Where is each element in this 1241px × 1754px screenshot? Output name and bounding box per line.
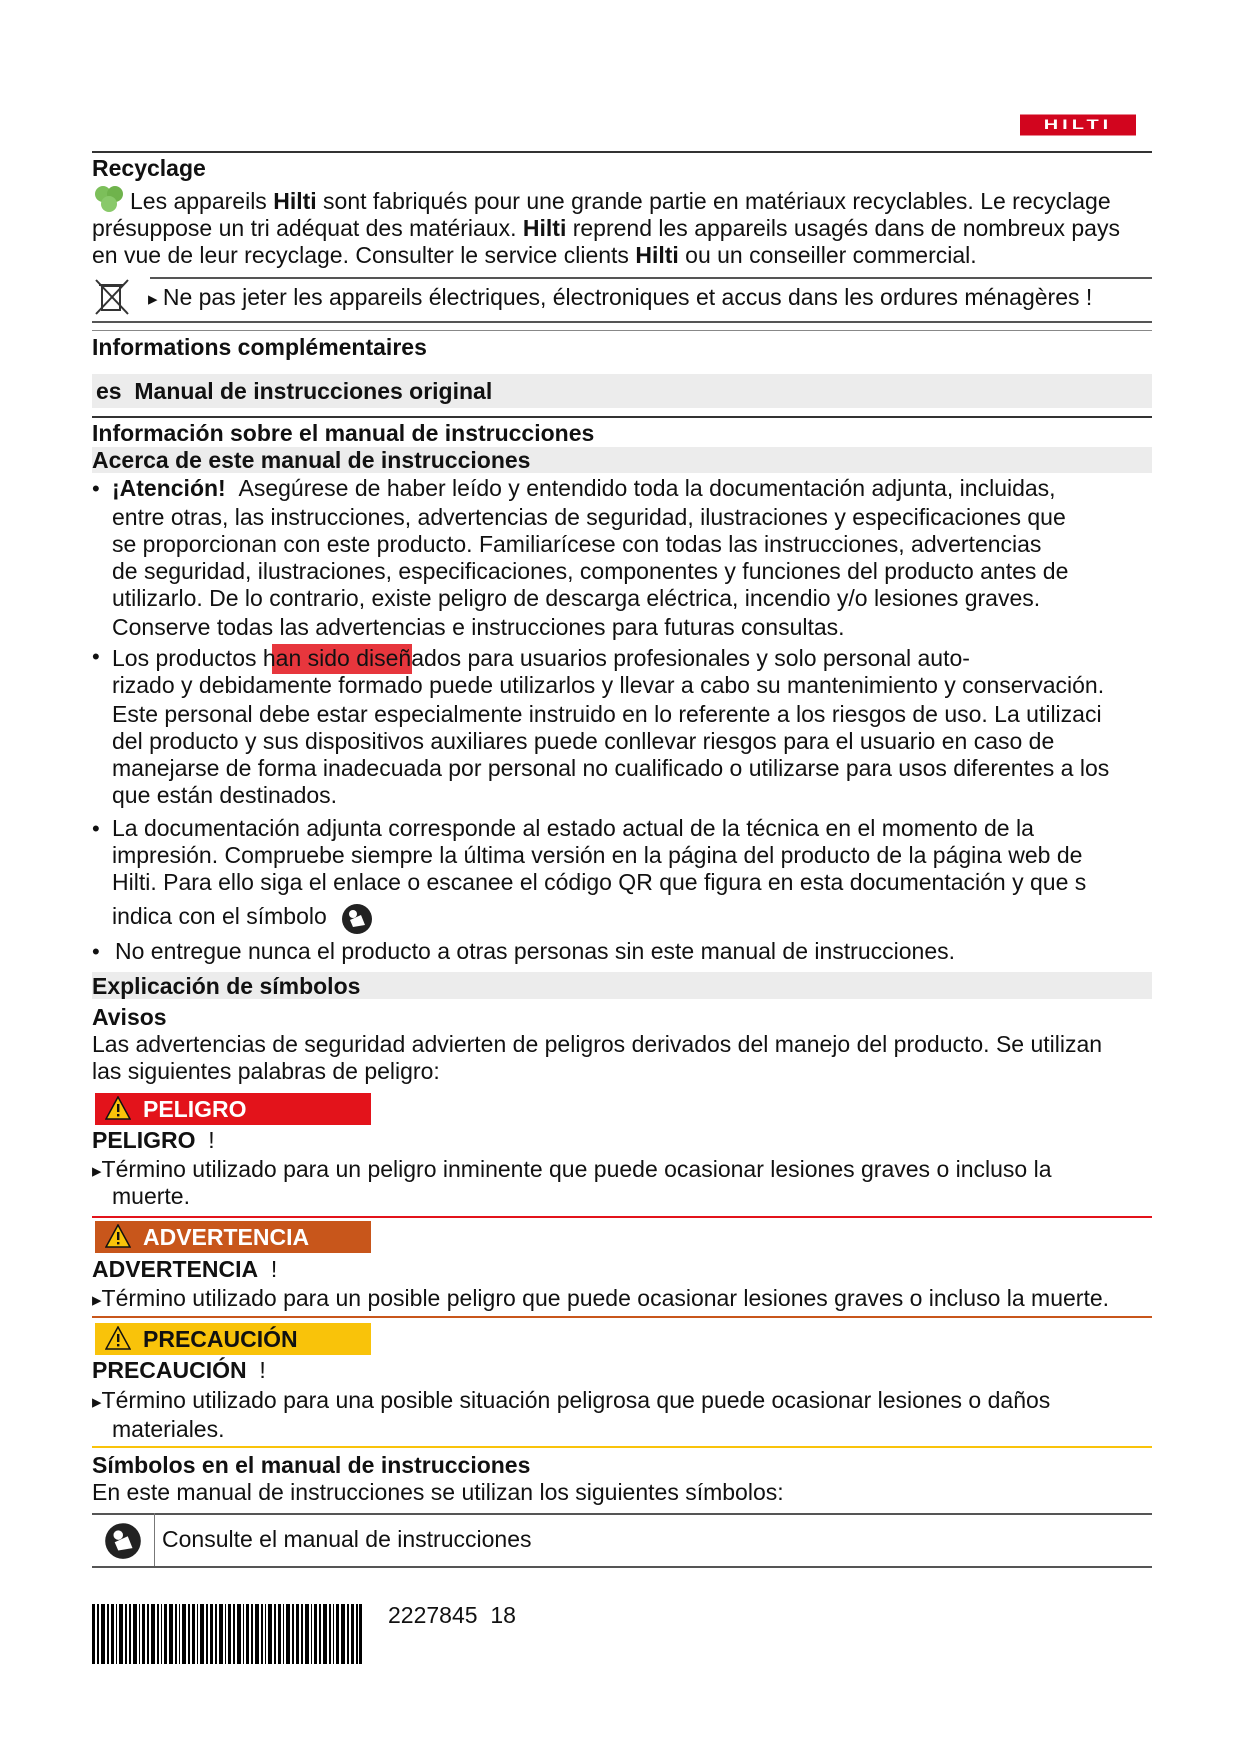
danger-desc-2: muerte.	[112, 1183, 190, 1209]
warning-badge	[95, 1221, 371, 1253]
caution-badge-text: PRECAUCIÓN	[143, 1326, 298, 1352]
warning-desc-1	[92, 1285, 1109, 1314]
warnings-intro-2: las siguientes palabras de peligro:	[92, 1058, 440, 1084]
warning-triangle-icon	[105, 1326, 131, 1358]
read-manual-icon	[104, 1522, 142, 1560]
exclamation: !	[208, 1127, 215, 1153]
text: reprend les appareils usagés dans de nombreux pays	[566, 215, 1120, 241]
manual-title	[96, 378, 492, 405]
doc-number-text: 2227845	[388, 1602, 478, 1628]
info-heading: Información sobre el manual de instrucciones	[92, 420, 595, 446]
warning-badge-text: ADVERTENCIA	[143, 1224, 310, 1250]
bullet-dot: •	[92, 939, 100, 964]
bullet3-line-1: La documentación adjunta corresponde al estado actual de la técnica en el momento de la	[112, 815, 1034, 841]
bullet1-line-2: entre otras, las instrucciones, advertencias de seguridad, ilustraciones y especificaciones que	[112, 504, 1066, 530]
danger-word-text: PELIGRO	[92, 1127, 196, 1153]
bullet2-line-2: rizado y debidamente formado puede utilizarlos y llevar a cabo su mantenimiento y conservación.	[112, 672, 1105, 698]
recycling-line-3	[92, 242, 977, 269]
danger-word	[92, 1127, 215, 1154]
triangle-bullet-icon: ▸	[92, 1161, 102, 1182]
symbols-heading: Explicación de símbolos	[92, 973, 361, 999]
bullet-dot: •	[92, 644, 100, 669]
warning-rule	[92, 1316, 1152, 1318]
bullet4-text: No entregue nunca el producto a otras personas sin este manual de instrucciones.	[115, 938, 956, 964]
brand-name: Hilti	[273, 188, 317, 214]
manual-symbols-heading: Símbolos en el manual de instrucciones	[92, 1452, 531, 1478]
caution-desc-2: materiales.	[112, 1416, 225, 1442]
caution-word-text: PRECAUCIÓN	[92, 1357, 247, 1383]
weee-note-text: Ne pas jeter les appareils électriques, électroniques et accus dans les ordures ménagères !	[162, 284, 1093, 310]
triangle-bullet-icon: ▸	[148, 289, 163, 310]
warning-triangle-icon	[105, 1224, 131, 1256]
caution-badge	[95, 1323, 371, 1355]
read-manual-icon	[341, 903, 373, 935]
text: Asegúrese de haber leído y entendido toda la documentación adjunta, incluidas,	[238, 475, 1056, 501]
text: présuppose un tri adéquat des matériaux.	[92, 215, 523, 241]
bullet2-line-5: manejarse de forma inadecuada por personal no cualificado o utilizarse para usos diferentes a los	[112, 755, 1110, 781]
danger-badge-text: PELIGRO	[143, 1096, 247, 1122]
symbol-table-top	[92, 1513, 1152, 1515]
doc-number	[388, 1602, 516, 1629]
bullet-dot: •	[92, 816, 100, 841]
bullet2-line-4: del producto y sus dispositivos auxiliares puede conllevar riesgos para el usuario en caso de	[112, 728, 1055, 754]
brand-name: Hilti	[522, 215, 567, 241]
logo-text: HILTI	[1043, 117, 1113, 133]
caution-desc-1	[92, 1387, 1050, 1416]
warnings-heading: Avisos	[92, 1004, 167, 1030]
bullet1-line-3: se proporcionan con este producto. Familiarícese con todas las instrucciones, advertencias	[112, 531, 1042, 557]
text: en vue de leur recyclage. Consulter le service clients	[92, 242, 636, 268]
bullet3-line-4	[112, 903, 327, 930]
text: indica con el símbolo	[112, 903, 327, 929]
danger-rule	[92, 1216, 1152, 1218]
manual-title-text: Manual de instrucciones original	[134, 378, 493, 404]
warning-word	[92, 1256, 277, 1283]
more-info-heading: Informations complémentaires	[92, 334, 427, 360]
warnings-intro-1: Las advertencias de seguridad advierten de peligros derivados del manejo del producto. Se utilizan	[92, 1031, 1103, 1057]
danger-badge	[95, 1093, 371, 1125]
lang-code: es	[96, 378, 122, 404]
bullet1-line-1	[112, 475, 1056, 502]
text: Término utilizado para una posible situación peligrosa que puede ocasionar lesiones o daños	[101, 1387, 1051, 1413]
recycle-icon	[92, 183, 126, 213]
bullet-dot: •	[92, 476, 100, 501]
caution-word	[92, 1357, 266, 1384]
text: Término utilizado para un peligro inminente que puede ocasionar lesiones graves o incluso la	[101, 1156, 1052, 1182]
triangle-bullet-icon: ▸	[92, 1392, 102, 1413]
bullet3-line-2: impresión. Compruebe siempre la última versión en la página del producto de la página web de	[112, 842, 1083, 868]
exclamation: !	[259, 1357, 266, 1383]
page-number: 18	[490, 1602, 516, 1628]
crossed-bin-icon	[92, 276, 132, 318]
weee-bottom-rule	[92, 321, 1152, 323]
weee-note	[148, 284, 1092, 313]
symbol-table-bottom	[92, 1566, 1152, 1568]
hilti-logo	[1020, 115, 1136, 136]
recycling-line-1	[130, 188, 1111, 215]
text: sont fabriqués pour une grande partie en matériaux recyclables. Le recyclage	[316, 188, 1111, 214]
bullet1-line-6: Conserve todas las advertencias e instrucciones para futuras consultas.	[112, 614, 845, 640]
exclamation: !	[270, 1256, 278, 1282]
bullet1-line-4: de seguridad, ilustraciones, especificaciones, componentes y funciones del producto antes de	[112, 558, 1069, 584]
weee-box-top-rule	[150, 277, 1152, 279]
text: ou un conseiller commercial.	[678, 242, 977, 268]
bullet1-line-5: utilizarlo. De lo contrario, existe peligro de descarga eléctrica, incendio y/o lesiones graves.	[112, 585, 1041, 611]
top-rule	[92, 151, 1152, 153]
warning-word-text: ADVERTENCIA	[92, 1256, 259, 1282]
symbol-table-divider	[154, 1513, 155, 1567]
section-rule	[92, 416, 1152, 418]
recycling-heading: Recyclage	[92, 155, 206, 181]
text: Término utilizado para un posible peligro que puede ocasionar lesiones graves o incluso la muerte.	[101, 1285, 1110, 1311]
bullet2-line-6: que están destinados.	[112, 782, 338, 808]
attention-label: ¡Atención!	[112, 475, 226, 501]
triangle-bullet-icon: ▸	[92, 1290, 102, 1311]
brand-name: Hilti	[635, 242, 679, 268]
warning-triangle-icon	[105, 1096, 131, 1128]
barcode	[92, 1604, 362, 1664]
bullet2-line-3: Este personal debe estar especialmente instruido en lo referente a los riesgos de uso. La utilizaci	[112, 701, 1102, 727]
manual-symbols-intro: En este manual de instrucciones se utilizan los siguientes símbolos:	[92, 1479, 784, 1505]
caution-rule	[92, 1446, 1152, 1448]
bullet3-line-3: Hilti. Para ello siga el enlace o escanee el código QR que figura en esta documentación y que s	[112, 869, 1087, 895]
danger-desc-1	[92, 1156, 1052, 1185]
bullet2-line-1: Los productos han sido diseñados para usuarios profesionales y solo personal auto-	[112, 645, 970, 671]
weee-bottom-rule-2	[92, 330, 1152, 331]
text: Les appareils	[130, 188, 274, 214]
recycling-line-2	[92, 215, 1120, 242]
about-heading: Acerca de este manual de instrucciones	[92, 447, 531, 473]
symbol-row-text: Consulte el manual de instrucciones	[162, 1526, 532, 1552]
